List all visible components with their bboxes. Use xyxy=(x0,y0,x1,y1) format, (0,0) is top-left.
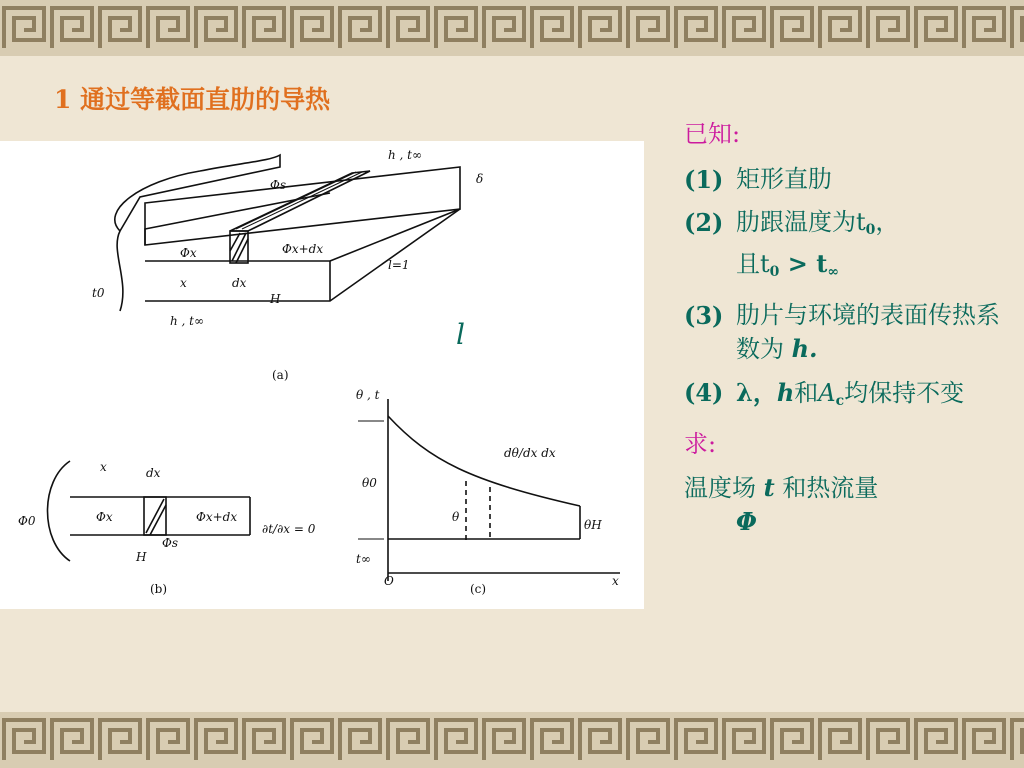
slide-title: 1 通过等截面直肋的导热 xyxy=(54,85,331,114)
label-c-theta: θ xyxy=(452,510,460,524)
known-item-4: (4) λ，h和$A_c$均保持不变 xyxy=(684,378,965,409)
known-heading: 已知: xyxy=(684,120,741,148)
caption-a: (a) xyxy=(272,368,289,382)
fin-diagram xyxy=(0,141,644,609)
label-b-phi-x: Φx xyxy=(96,510,113,524)
known-item-2: (2) 肋跟温度为$t_0$， 且$t_0 > t_\infty$ xyxy=(684,208,900,280)
label-l1: l=1 xyxy=(388,258,410,272)
label-b-x: x xyxy=(100,460,107,474)
label-h-tinf-bottom: h , t∞ xyxy=(170,314,204,328)
known-item-1: (1) 矩形直肋 xyxy=(684,165,832,194)
label-b-dx: dx xyxy=(146,466,161,480)
fin-3d-drawing xyxy=(115,155,460,311)
label-phi-xdx: Φx+dx xyxy=(282,242,324,256)
label-dx: dx xyxy=(232,276,247,290)
temperature-profile-plot xyxy=(358,399,620,581)
label-H: H xyxy=(270,292,281,306)
caption-c: (c) xyxy=(470,582,487,596)
decorative-border-top xyxy=(0,0,1024,56)
label-b-phi-s: Φs xyxy=(162,536,178,550)
label-l: l xyxy=(456,318,465,351)
label-c-theta-t: θ , t xyxy=(356,388,380,402)
label-t0: t0 xyxy=(92,286,105,300)
known-item-3: (3) 肋片与环境的表面传热系数为 h. xyxy=(684,301,1000,363)
label-c-thetaH: θH xyxy=(584,518,602,532)
known-conditions xyxy=(684,118,1004,538)
label-c-x: x xyxy=(612,574,619,588)
label-c-origin: O xyxy=(384,574,394,588)
label-b-H: H xyxy=(136,550,147,564)
ask-phi: Φ xyxy=(736,507,757,536)
label-h-tinf: h , t∞ xyxy=(388,148,422,162)
label-b-bc: ∂t/∂x = 0 xyxy=(262,522,316,536)
label-b-phi0: Φ0 xyxy=(18,514,36,528)
label-phi-s: Φs xyxy=(270,178,286,192)
decorative-border-bottom xyxy=(0,712,1024,768)
label-c-dtheta: dθ/dx dx xyxy=(504,446,556,460)
label-x: x xyxy=(180,276,187,290)
label-phi-x: Φx xyxy=(180,246,197,260)
ask-heading: 求: xyxy=(684,430,717,458)
label-delta: δ xyxy=(476,172,484,186)
label-c-tinf: t∞ xyxy=(356,552,371,566)
label-c-theta0: θ0 xyxy=(362,476,377,490)
caption-b: (b) xyxy=(150,582,168,596)
ask-line: 温度场 t 和热流量 xyxy=(684,473,879,502)
label-b-phi-xdx: Φx+dx xyxy=(196,510,238,524)
